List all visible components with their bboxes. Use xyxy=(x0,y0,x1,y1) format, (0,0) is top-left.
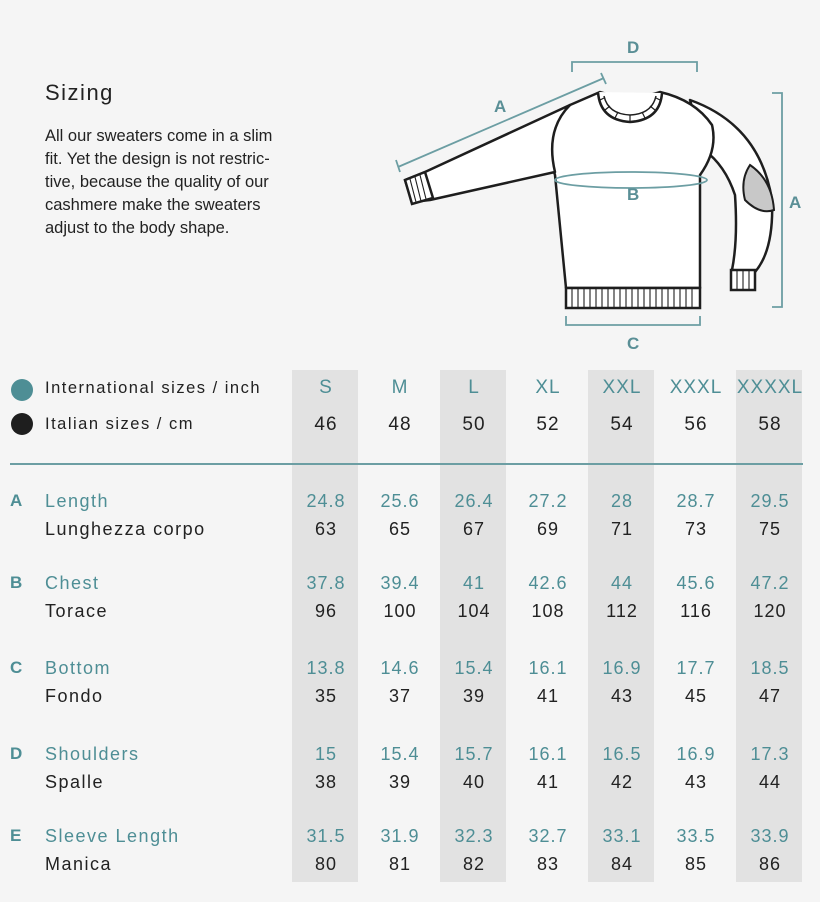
value-cm: 45 xyxy=(684,686,708,706)
size-international: XXL xyxy=(602,377,642,398)
value-inch: 31.5 xyxy=(306,826,346,846)
value-cm: 108 xyxy=(531,601,565,621)
intro-line: All our sweaters come in a slim xyxy=(45,127,273,145)
value-cm: 75 xyxy=(758,519,782,539)
size-international: XL xyxy=(535,377,561,398)
value-cm: 81 xyxy=(388,854,412,874)
value-inch: 26.4 xyxy=(454,491,494,511)
value-inch: 28.7 xyxy=(676,491,716,511)
value-inch: 33.1 xyxy=(602,826,642,846)
measurement-name-it: Fondo xyxy=(45,686,104,706)
measurement-letter: B xyxy=(10,573,23,592)
measurement-name-en: Sleeve Length xyxy=(45,826,180,846)
value-cm: 80 xyxy=(314,854,338,874)
value-cm: 65 xyxy=(388,519,412,539)
measurement-letter: C xyxy=(10,658,23,677)
value-inch: 16.1 xyxy=(528,658,568,678)
value-cm: 63 xyxy=(314,519,338,539)
column-shade xyxy=(292,370,358,882)
diagram-label-d: D xyxy=(627,38,640,57)
value-inch: 15.4 xyxy=(454,658,494,678)
measurement-letter: E xyxy=(10,826,22,845)
size-international: S xyxy=(319,377,333,398)
column-shade xyxy=(588,370,654,882)
legend-international-label: International sizes / inch xyxy=(45,379,262,397)
sweater-diagram xyxy=(390,30,810,360)
value-cm: 39 xyxy=(388,772,412,792)
value-cm: 120 xyxy=(753,601,787,621)
value-cm: 84 xyxy=(610,854,634,874)
value-cm: 69 xyxy=(536,519,560,539)
value-inch: 41 xyxy=(462,573,486,593)
value-inch: 13.8 xyxy=(306,658,346,678)
size-italian: 48 xyxy=(388,414,412,435)
value-inch: 17.3 xyxy=(750,744,790,764)
value-cm: 116 xyxy=(680,601,712,621)
value-inch: 33.9 xyxy=(750,826,790,846)
value-inch: 16.9 xyxy=(676,744,716,764)
value-cm: 43 xyxy=(610,686,634,706)
value-inch: 32.7 xyxy=(528,826,568,846)
value-cm: 44 xyxy=(758,772,782,792)
size-italian: 58 xyxy=(758,414,782,435)
column-shade xyxy=(736,370,802,882)
value-inch: 42.6 xyxy=(528,573,568,593)
value-cm: 41 xyxy=(536,772,560,792)
value-cm: 41 xyxy=(536,686,560,706)
value-cm: 73 xyxy=(684,519,708,539)
size-italian: 46 xyxy=(314,414,338,435)
value-inch: 17.7 xyxy=(676,658,716,678)
intro-line: cashmere make the sweaters xyxy=(45,196,261,214)
diagram-label-c: C xyxy=(627,334,640,353)
value-cm: 40 xyxy=(462,772,486,792)
value-inch: 33.5 xyxy=(676,826,716,846)
value-cm: 43 xyxy=(684,772,708,792)
size-italian: 56 xyxy=(684,414,708,435)
value-cm: 86 xyxy=(758,854,782,874)
value-cm: 47 xyxy=(758,686,782,706)
value-cm: 85 xyxy=(684,854,708,874)
size-international: XXXL xyxy=(669,377,723,398)
value-inch: 27.2 xyxy=(528,491,568,511)
page-title: Sizing xyxy=(45,80,114,105)
value-cm: 83 xyxy=(536,854,560,874)
value-cm: 104 xyxy=(457,601,491,621)
value-inch: 25.6 xyxy=(380,491,420,511)
value-inch: 29.5 xyxy=(750,491,790,511)
value-cm: 100 xyxy=(383,601,417,621)
size-international: L xyxy=(468,377,480,398)
value-cm: 71 xyxy=(610,519,634,539)
value-cm: 39 xyxy=(462,686,486,706)
measurement-name-en: Length xyxy=(45,491,110,511)
value-inch: 32.3 xyxy=(454,826,494,846)
value-cm: 67 xyxy=(462,519,486,539)
value-cm: 42 xyxy=(610,772,634,792)
international-dot-icon xyxy=(11,379,33,401)
measurement-letter: D xyxy=(10,744,23,763)
size-italian: 50 xyxy=(462,414,486,435)
value-cm: 37 xyxy=(388,686,412,706)
measurement-name-it: Torace xyxy=(45,601,109,621)
intro-paragraph xyxy=(45,125,310,240)
intro-line: tive, because the quality of our xyxy=(45,173,269,191)
size-italian: 52 xyxy=(536,414,560,435)
value-cm: 82 xyxy=(462,854,486,874)
diagram-label-a-side: A xyxy=(789,193,802,212)
value-inch: 31.9 xyxy=(380,826,420,846)
size-international: M xyxy=(391,377,409,398)
diagram-label-b: B xyxy=(627,185,640,204)
value-cm: 96 xyxy=(314,601,338,621)
size-italian: 54 xyxy=(610,414,634,435)
measurement-letter: A xyxy=(10,491,23,510)
measurement-name-en: Shoulders xyxy=(45,744,140,764)
intro-line: adjust to the body shape. xyxy=(45,219,230,237)
value-cm: 112 xyxy=(606,601,638,621)
measurement-name-en: Bottom xyxy=(45,658,112,678)
value-inch: 28 xyxy=(610,491,634,511)
value-cm: 35 xyxy=(314,686,338,706)
measurement-name-it: Manica xyxy=(45,854,113,874)
value-inch: 47.2 xyxy=(750,573,790,593)
value-inch: 16.9 xyxy=(602,658,642,678)
header-divider xyxy=(10,463,803,465)
value-inch: 39.4 xyxy=(380,573,420,593)
value-inch: 37.8 xyxy=(306,573,346,593)
column-shade xyxy=(440,370,506,882)
value-inch: 45.6 xyxy=(676,573,716,593)
value-inch: 18.5 xyxy=(750,658,790,678)
measurement-name-en: Chest xyxy=(45,573,100,593)
value-inch: 16.1 xyxy=(528,744,568,764)
value-inch: 15.4 xyxy=(380,744,420,764)
legend-italian-label: Italian sizes / cm xyxy=(45,415,194,433)
value-cm: 38 xyxy=(314,772,338,792)
italian-dot-icon xyxy=(11,413,33,435)
measurement-name-it: Lunghezza corpo xyxy=(45,519,206,539)
value-inch: 14.6 xyxy=(380,658,420,678)
measurement-name-it: Spalle xyxy=(45,772,105,792)
intro-line: fit. Yet the design is not restric- xyxy=(45,150,270,168)
size-international: XXXXL xyxy=(736,377,804,398)
value-inch: 15 xyxy=(314,744,338,764)
value-inch: 16.5 xyxy=(602,744,642,764)
value-inch: 44 xyxy=(610,573,634,593)
value-inch: 24.8 xyxy=(306,491,346,511)
diagram-label-a-sleeve: A xyxy=(494,97,507,116)
value-inch: 15.7 xyxy=(454,744,494,764)
